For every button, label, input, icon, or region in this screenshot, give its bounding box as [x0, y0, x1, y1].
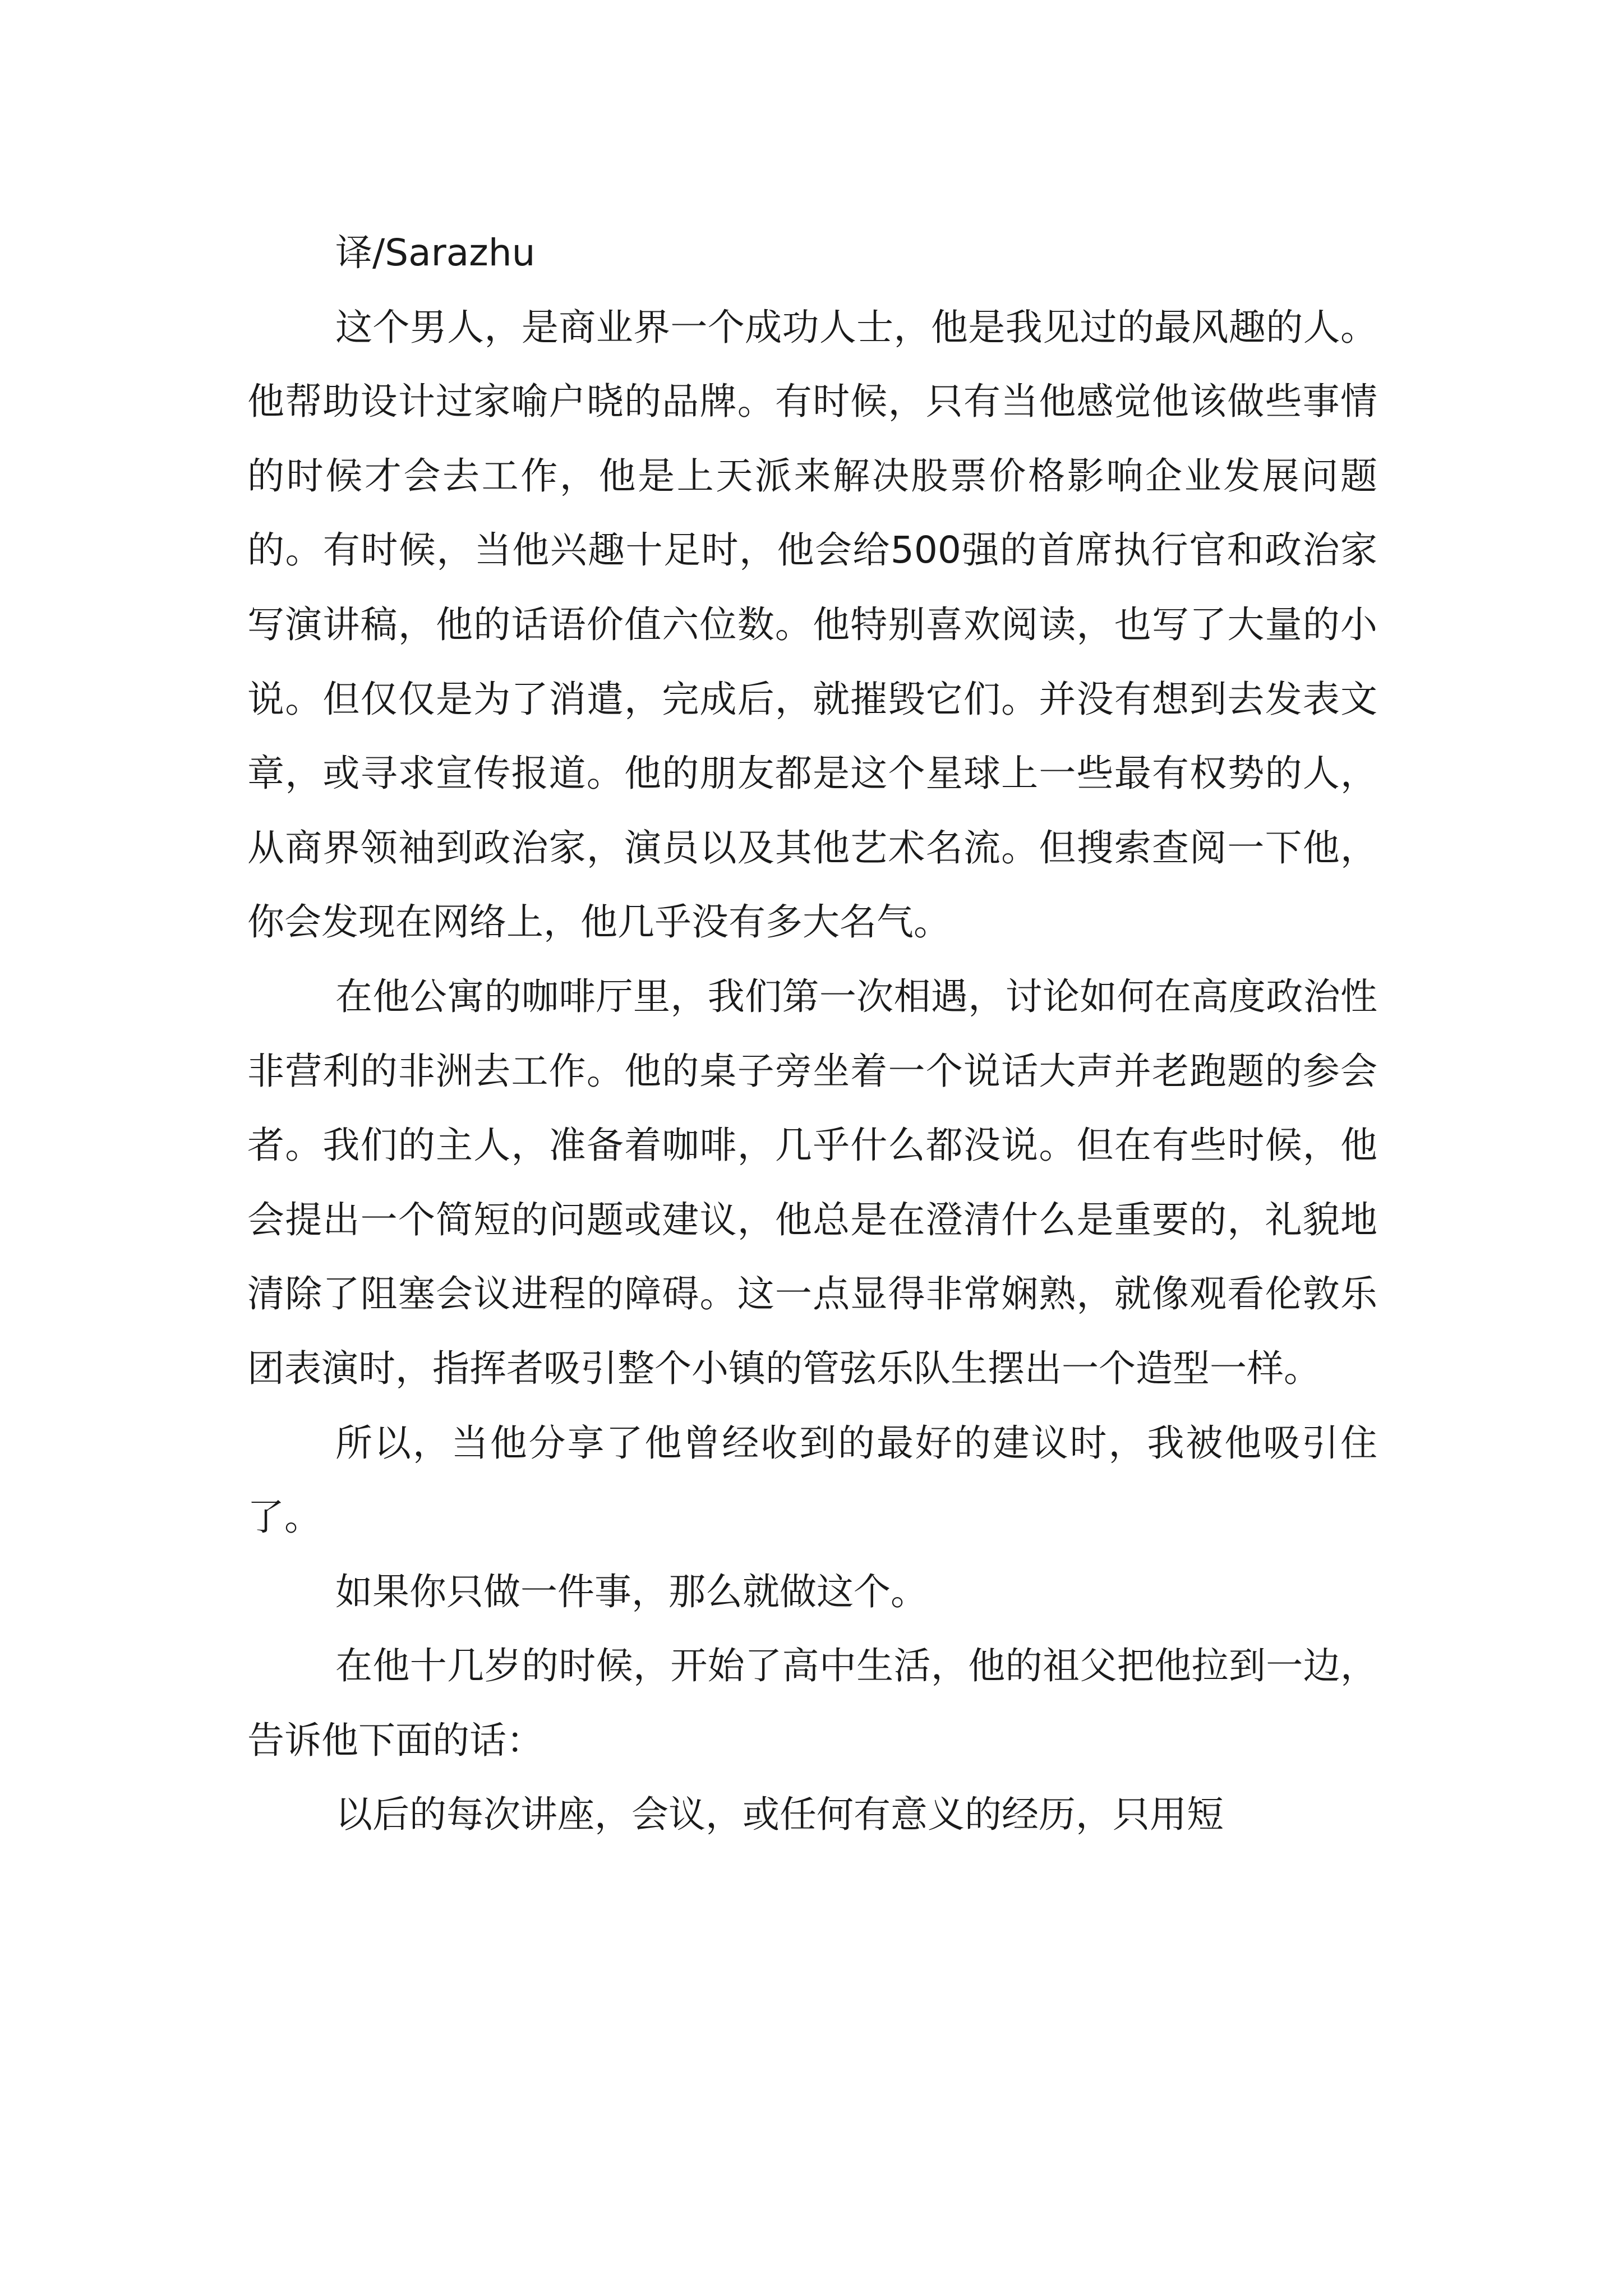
paragraph-4: 如果你只做一件事，那么就做这个。 — [335, 1570, 928, 1613]
translator-credit: 译/Sarazhu — [335, 231, 536, 274]
paragraph-5: 在他十几岁的时候，开始了高中生活，他的祖父把他拉到一边，告诉他下面的话： — [247, 1644, 1377, 1762]
paragraph-3: 所以，当他分享了他曾经收到的最好的建议时，我被他吸引住了。 — [247, 1421, 1377, 1539]
paragraph-1: 这个男人，是商业界一个成功人士，他是我见过的最风趣的人。他帮助设计过家喻户晓的品牌。有时候，只有当他感觉他该做些事情的时候才会去工作，他是上天派来解决股票价格影响企业发展问题的。有时候，当他兴趣十足时，他会给500强的首席执行官和政治家写演讲稿，他的话语价值六位数。他特别喜欢阅读，也写了大量的小说。但仅仅是为了消遣，完成后，就摧毁它们。并没有想到去发表文章，或寻求宣传报道。他的朋友都是这个星球上一些最有权势的人，从商界领袖到政治家，演员以及其他艺术名流。但搜索查阅一下他，你会发现在网络上，他几乎没有多大名气。 — [247, 305, 1377, 944]
document-body — [247, 216, 1377, 1852]
paragraph-2: 在他公寓的咖啡厅里，我们第一次相遇，讨论如何在高度政治性非营利的非洲去工作。他的桌子旁坐着一个说话大声并老跑题的参会者。我们的主人，准备着咖啡，几乎什么都没说。但在有些时候，他会提出一个简短的问题或建议，他总是在澄清什么是重要的，礼貌地清除了阻塞会议进程的障碍。这一点显得非常娴熟，就像观看伦敦乐团表演时，指挥者吸引整个小镇的管弦乐队生摆出一个造型一样。 — [247, 974, 1377, 1390]
paragraph-6: 以后的每次讲座，会议，或任何有意义的经历，只用短 — [335, 1793, 1224, 1837]
